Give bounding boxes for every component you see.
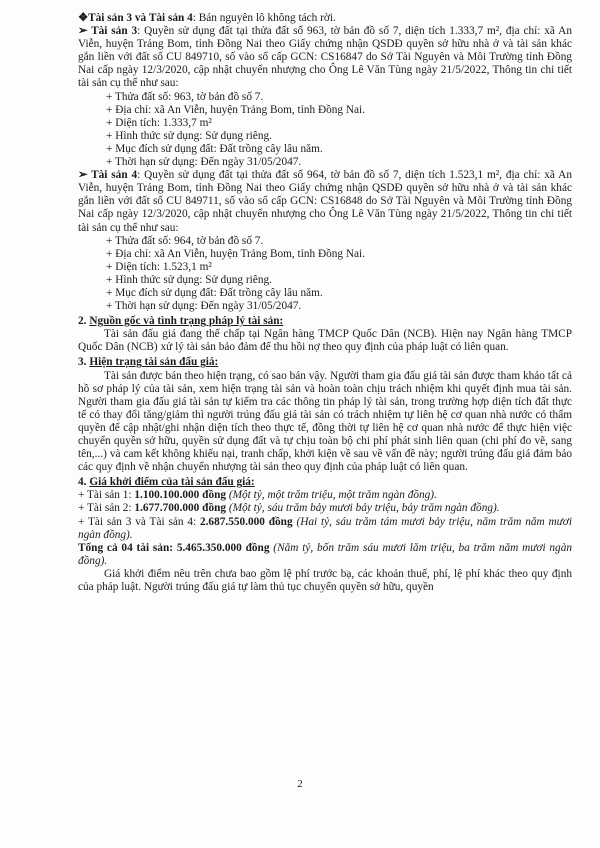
price-amount: 1.677.700.000 đồng [134, 502, 227, 515]
total-label: Tổng cả 04 tài sản: [78, 541, 177, 554]
price-item-2 [78, 502, 572, 515]
total-amount: 5.465.350.000 đồng [176, 541, 270, 554]
asset-4-detail-item: + Thời hạn sử dụng: Đến ngày 31/05/2047. [106, 300, 302, 313]
section-4-paragraph: Giá khởi điểm nêu trên chưa bao gồm lệ phí trước bạ, các khoản thuế, phí, lệ phí khác theo quy định của pháp luật. Người trúng đấu giá tự làm thủ tục chuyển quyền sở hữu, quyền [78, 567, 572, 594]
price-total [78, 542, 572, 568]
section-2-number: 2. [78, 315, 87, 328]
asset-3-paragraph [78, 25, 572, 90]
asset-3-4-heading [78, 12, 572, 25]
total-in-words: (Năm tỷ, bốn trăm sáu mươi lăm triệu, ba trăm năm mươi ngàn đồng). [78, 541, 572, 567]
asset-3-detail-item: + Thời hạn sử dụng: Đến ngày 31/05/2047. [106, 156, 302, 169]
price-label: + Tài sản 2: [78, 502, 135, 515]
section-2-heading [78, 315, 572, 328]
asset-4-detail-item: + Hình thức sử dụng: Sử dụng riêng. [106, 273, 272, 286]
price-amount: 1.100.100.000 đồng [134, 489, 227, 502]
price-in-words: (Một tỷ, một trăm triệu, một trăm ngàn đồng). [226, 489, 437, 502]
price-label: + Tài sản 1: [78, 489, 135, 502]
section-3-number: 3. [78, 356, 87, 369]
price-item-3 [78, 516, 572, 542]
asset-3-detail-item: + Hình thức sử dụng: Sử dụng riêng. [106, 129, 272, 142]
asset-4-label: ➢ Tài sản 4 [78, 169, 138, 182]
section-3-paragraph: Tài sản được bán theo hiện trạng, có sao bán vậy. Người tham gia đấu giá tài sản được tham khảo tất cả hồ sơ pháp lý của tài sản, xem hiện trạng tài sản và hoàn toàn chịu trách nhiệm khi quyết định mua tài sản. Người tham gia đấu giá tài sản tự kiểm tra các thông tin pháp lý tài sản, trong trường hợp diện tích đất thực tế có thay đổi tăng/giảm thì người trúng đấu giá tài sản có trách nhiệm tự liên hệ cơ quan nhà nước có thẩm quyền để cập nhật/ghi nhận diện tích theo thực tế, đồng thời tự liên hệ cơ quan nhà nước để thực hiện việc chuyển quyền sở hữu, quyền sử dụng đất và tự chịu toàn bộ chi phí phát sinh liên quan (chi phí đo vẽ, sang tên,...) và cam kết không khiếu nại, tranh chấp, khởi kiện về sau về vấn đề này; người trúng đấu giá đảm bảo các quy định về nhận chuyển nhượng tài sản theo quy định của pháp luật có liên quan. [78, 369, 572, 474]
asset-4-details [78, 235, 572, 314]
price-in-words: (Một tỷ, sáu trăm bảy mươi bảy triệu, bảy trăm ngàn đồng). [226, 502, 500, 515]
asset-3-detail-item: + Thửa đất số: 963, tờ bản đồ số 7. [106, 90, 264, 103]
section-2-paragraph: Tài sản đấu giá đang thế chấp tại Ngân hàng TMCP Quốc Dân (NCB). Hiện nay Ngân hàng TMCP Quốc Dân (NCB) xử lý tài sản bảo đảm để thu hồi nợ theo quy định của pháp luật có liên quan. [78, 328, 572, 354]
asset-4-detail-item: + Diện tích: 1.523,1 m² [106, 260, 212, 273]
asset-3-detail-item: + Diện tích: 1.333,7 m² [106, 116, 212, 129]
price-item-1 [78, 489, 572, 502]
price-in-words: (Hai tỷ, sáu trăm tám mươi bảy triệu, năm trăm năm mươi ngàn đồng). [78, 515, 572, 541]
section-4-title: Giá khởi điểm của tài sản đấu giá: [89, 476, 255, 489]
section-3-heading [78, 356, 572, 369]
asset-3-detail-item: + Mục đích sử dụng đất: Đất trồng cây lâu năm. [106, 142, 323, 155]
asset-3-4-text: : Bán nguyên lô không tách rời. [192, 12, 336, 24]
asset-4-detail-item: + Mục đích sử dụng đất: Đất trồng cây lâu năm. [106, 286, 323, 299]
asset-4-paragraph [78, 169, 572, 234]
section-4-heading [78, 476, 572, 489]
asset-4-detail-item: + Địa chỉ: xã An Viễn, huyện Trảng Bom, tỉnh Đồng Nai. [106, 247, 366, 260]
asset-4-detail-item: + Thửa đất số: 964, tờ bản đồ số 7. [106, 234, 264, 247]
price-label: + Tài sản 3 và Tài sản 4: [78, 515, 200, 528]
section-2-title: Nguồn gốc và tình trạng pháp lý tài sản: [89, 315, 284, 328]
section-3-title: Hiện trạng tài sản đấu giá: [89, 356, 219, 369]
asset-3-text: : Quyền sử dụng đất tại thửa đất số 963, tờ bản đồ số 7, diện tích 1.333,7 m², địa chỉ: xã An Viễn, huyện Trảng Bom, tỉnh Đồng Nai theo Giấy chứng nhận QSDĐ quyền sở hữu nhà ở và tài sản khác gắn liền với đất số CU 849710, số vào sổ cấp GCN: CS16847 do Sở Tài Nguyên và Môi Trường tỉnh Đồng Nai cấp ngày 12/3/2020, cập nhật chuyển nhượng cho Ông Lê Văn Tùng ngày 21/5/2022, Thông tin chi tiết tài sản cụ thể như sau: [78, 25, 572, 90]
asset-4-text: : Quyền sử dụng đất tại thửa đất số 964, tờ bản đồ số 7, diện tích 1.523,1 m², địa chỉ: xã An Viễn, huyện Trảng Bom, tỉnh Đồng Nai theo Giấy chứng nhận QSDĐ quyền sở hữu nhà ở và tài sản khác gắn liền với đất số CU 849711, số vào sổ cấp GCN: CS16848 do Sở Tài Nguyên và Môi Trường tỉnh Đồng Nai cấp ngày 12/3/2020, cập nhật chuyển nhượng cho Ông Lê Văn Tùng ngày 21/5/2022, Thông tin chi tiết tài sản cụ thể như sau: [78, 169, 572, 234]
section-4-number: 4. [78, 476, 87, 489]
asset-3-detail-item: + Địa chỉ: xã An Viễn, huyện Trảng Bom, tỉnh Đồng Nai. [106, 103, 366, 116]
asset-3-details [78, 91, 572, 170]
asset-3-label: ➢ Tài sản 3 [78, 25, 138, 38]
price-amount: 2.687.550.000 đồng [199, 515, 293, 528]
page-number: 2 [297, 778, 303, 790]
asset-3-4-label: ❖Tài sản 3 và Tài sản 4 [78, 12, 193, 24]
